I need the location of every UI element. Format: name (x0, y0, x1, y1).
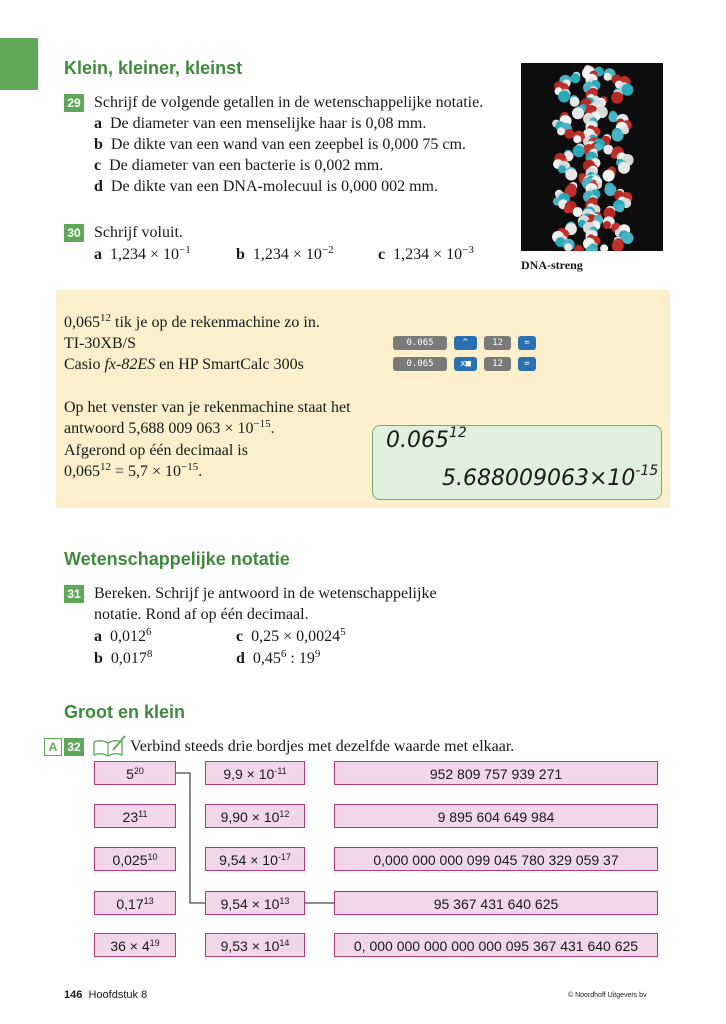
key-12-casio: 12 (484, 357, 511, 371)
q31-item-c: c $0,25 \times 0,0024^5$ (236, 626, 346, 645)
key-12-ti: 12 (484, 336, 511, 350)
q30-item-b: b $1,234 \times 10^{-2}$ (236, 244, 334, 263)
display-input: 0.065$^{12}$ (386, 425, 467, 453)
card-col1-5[interactable]: $36 \times 4^{19}$ (94, 933, 176, 957)
key-0065-casio: 0.065 (393, 357, 447, 371)
q30-item-a: a $1,234 \times 10^{-1}$ (94, 244, 191, 263)
question-number-31: 31 (64, 585, 84, 603)
card-col1-1[interactable]: $5^{20}$ (94, 761, 176, 785)
key-equals-ti: = (518, 336, 536, 350)
card-col2-1[interactable]: $9,9 \times 10^{-11}$ (205, 761, 305, 785)
q30-intro: Schrijf voluit. (94, 224, 183, 241)
q29-item-b: b De dikte van een wand van een zeepbel is 0,000 75 cm. (94, 136, 466, 153)
dna-caption: DNA-streng (521, 258, 583, 272)
card-col2-5[interactable]: $9,53 \times 10^{14}$ (205, 933, 305, 957)
q32-intro: Verbind steeds drie bordjes met dezelfde waarde met elkaar. (130, 738, 515, 755)
key-power-icon: x■ (454, 357, 477, 371)
card-col2-4[interactable]: $9,54 \times 10^{13}$ (205, 891, 305, 915)
section-title-wetenschappelijk: Wetenschappelijke notatie (64, 549, 290, 569)
question-number-30: 30 (64, 224, 84, 242)
question-number-29: 29 (64, 94, 84, 112)
key-caret-icon: ^ (454, 336, 477, 350)
q29-item-d: d De dikte van een DNA-molecuul is 0,000 002 mm. (94, 178, 438, 195)
info-line-6: Afgerond op één decimaal is (64, 442, 248, 459)
display-result: $5.688009063\times 10^{-15}$ (442, 463, 659, 491)
info-line-4: Op het venster van je rekenmachine staat het (64, 399, 351, 416)
card-col3-1[interactable]: 952 809 757 939 271 (334, 761, 658, 785)
info-line-casio: Casio fx-82ES en HP SmartCalc 300s (64, 356, 304, 373)
card-col2-3[interactable]: $9,54 \times 10^{-17}$ (205, 847, 305, 871)
card-col1-2[interactable]: $23^{11}$ (94, 804, 176, 828)
section-title-klein: Klein, kleiner, kleinst (64, 58, 243, 78)
info-line-ti: TI-30XB/S (64, 335, 136, 352)
card-col1-3[interactable]: 0,025$^{10}$ (94, 847, 176, 871)
q31-item-d: d 0,45$^6$ : $19^9$ (236, 648, 321, 667)
info-line-7: $0,065^{12} = 5,7 \times 10^{-15}$. (64, 461, 203, 480)
q29-item-a: a De diameter van een menselijke haar is 0,08 mm. (94, 115, 427, 132)
q31-intro-1: Bereken. Schrijf je antwoord in de wetenschappelijke (94, 585, 437, 602)
info-line-5: antwoord 5,688 009 $063 \times 10^{-15}$. (64, 418, 275, 437)
question-number-32: 32 (64, 738, 84, 756)
card-col3-3[interactable]: 0,000 000 000 099 045 780 329 059 37 (334, 847, 658, 871)
key-equals-casio: = (518, 357, 536, 371)
q29-intro: Schrijf de volgende getallen in de wetenschappelijke notatie. (94, 94, 484, 111)
q30-item-c: c $1,234 \times 10^{-3}$ (378, 244, 474, 263)
key-0065-ti: 0.065 (393, 336, 447, 350)
q31-item-b: b 0,017$^8$ (94, 648, 153, 667)
q29-item-c: c De diameter van een bacterie is 0,002 mm. (94, 157, 384, 174)
card-col3-4[interactable]: 95 367 431 640 625 (334, 891, 658, 915)
q31-item-a: a 0,012$^6$ (94, 626, 152, 645)
card-col3-5[interactable]: 0, 000 000 000 000 000 095 367 431 640 625 (334, 933, 658, 957)
card-col3-2[interactable]: 9 895 604 649 984 (334, 804, 658, 828)
section-title-groot: Groot en klein (64, 702, 186, 722)
card-col2-2[interactable]: $9,90 \times 10^{12}$ (205, 804, 305, 828)
q31-intro-2: notatie. Rond af op één decimaal. (94, 606, 309, 623)
page-footer-publisher: © Noordhoff Uitgevers bv (568, 992, 647, 999)
level-badge: A (44, 738, 62, 756)
card-col1-4[interactable]: 0,17$^{13}$ (94, 891, 176, 915)
info-line-1: 0,065$^{12}$ tik je op de rekenmachine zo in. (64, 312, 320, 331)
page-footer-left: 146 Hoofdstuk 8 (64, 989, 148, 1001)
